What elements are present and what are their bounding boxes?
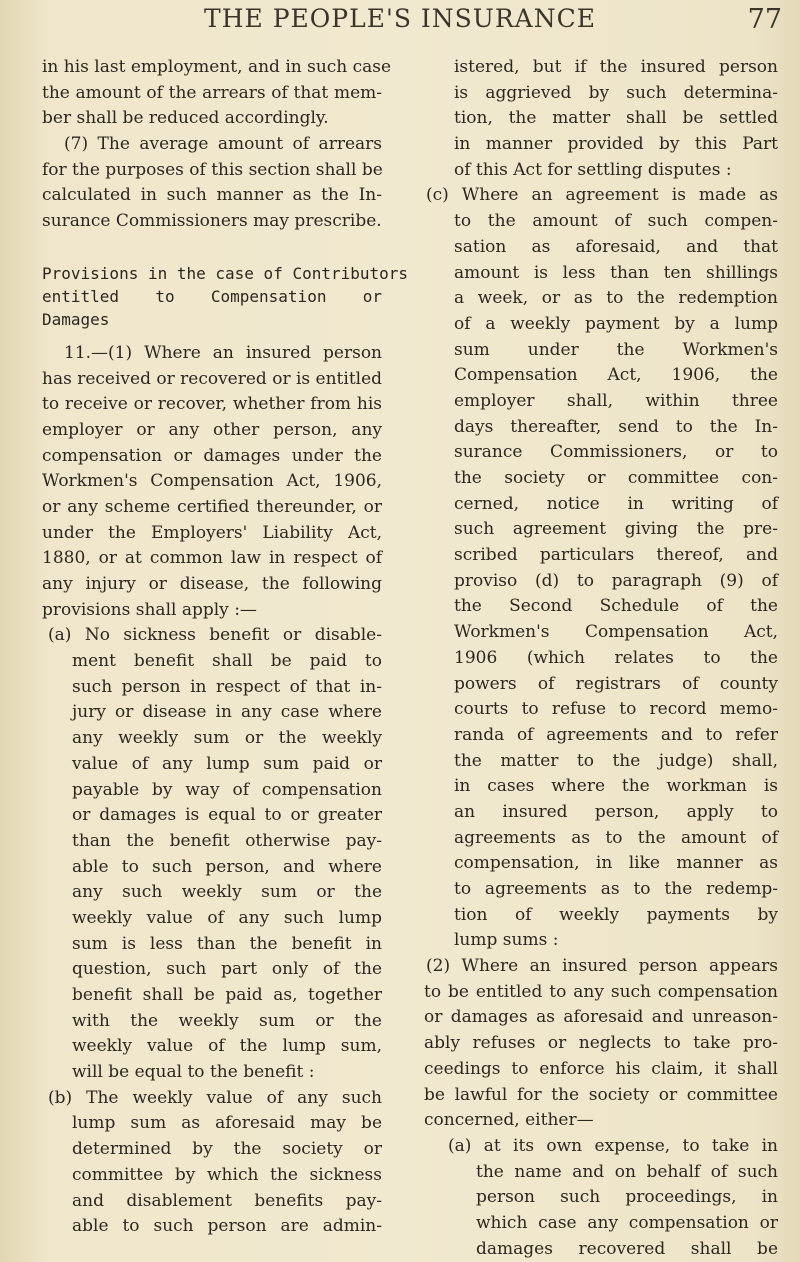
text-line: of a weekly payment by a lump [454, 313, 778, 334]
text-line: and disablement benefits pay- [72, 1190, 382, 1211]
text-line: lump sums : [454, 930, 559, 951]
text-line: an insured person, apply to [454, 801, 778, 822]
text-line: damages recovered shall be [476, 1238, 778, 1259]
text-line: 1906 (which relates to the [454, 647, 778, 668]
clause-a [42, 623, 382, 1085]
text-line: able to such person are admin- [72, 1216, 382, 1237]
text-line: courts to refuse to record memo- [454, 699, 778, 720]
text-line: lump sum as aforesaid may be [72, 1113, 382, 1134]
text-line: has received or recovered or is entitled [42, 368, 383, 389]
clause-2a [424, 1134, 778, 1262]
text-line: ment benefit shall be paid to [72, 651, 382, 672]
text-line: is aggrieved by such determina- [454, 82, 778, 103]
text-line: determined by the society or [72, 1139, 382, 1160]
clause-b-continued [424, 55, 778, 183]
text-line: sation as aforesaid, and that [454, 236, 778, 257]
text-line: to be entitled to any such compensation [424, 981, 778, 1002]
right-column [424, 55, 778, 1262]
heading-line: Damages [42, 309, 110, 329]
spacer [42, 235, 382, 260]
clause-first-line: (a) at its own expense, to take in [448, 1135, 778, 1156]
text-line: tion of weekly payments by [454, 904, 778, 925]
text-line: the amount of the arrears of that mem- [42, 82, 382, 103]
text-line: to agreements as to the redemp- [454, 879, 778, 899]
text-line: cerned, notice in writing of [454, 493, 778, 514]
text-line: with the weekly sum or the [72, 1010, 382, 1031]
text-line: the Second Schedule of the [454, 596, 778, 617]
text-line: ceedings to enforce his claim, it shall [424, 1058, 778, 1079]
text-line: employer shall, within three [454, 390, 778, 411]
text-line: or damages is equal to or greater [72, 805, 382, 826]
text-line: to the amount of such compen- [454, 211, 778, 232]
text-line: scribed particulars thereof, and [454, 545, 778, 566]
text-line: any such weekly sum or the [72, 882, 382, 903]
text-line: ber shall be reduced accordingly. [42, 108, 329, 129]
text-line: calculated in such manner as the In- [42, 185, 382, 206]
text-line: days thereafter, send to the In- [454, 416, 778, 437]
text-line: committee by which the sickness [72, 1164, 382, 1185]
text-line: or damages as aforesaid and unreason- [424, 1007, 778, 1028]
text-line: any injury or disease, the following [42, 574, 382, 594]
text-line: the name and on behalf of such [476, 1161, 778, 1182]
text-line: under the Employers' Liability Act, [42, 522, 382, 543]
text-line: question, such part only of the [72, 959, 382, 980]
text-line: for the purposes of this section shall be [42, 159, 383, 180]
text-line: the matter to the judge) shall, [454, 750, 778, 771]
text-line: such agreement giving the pre- [454, 519, 778, 540]
text-line: of this Act for settling disputes : [454, 159, 732, 180]
text-line: sum under the Workmen's [454, 339, 778, 360]
running-title: THE PEOPLE'S INSURANCE [204, 4, 596, 33]
text-line: any weekly sum or the weekly [72, 728, 382, 749]
section-11-intro [42, 341, 382, 624]
text-line: 1880, or at common law in respect of [42, 548, 382, 569]
text-line: weekly value of any such lump [72, 907, 382, 928]
text-line: istered, but if the insured person [454, 57, 778, 77]
text-line: (7) The average amount of arrears [64, 134, 382, 155]
text-line: or any scheme certified thereunder, or [42, 496, 382, 517]
clause-c [424, 183, 778, 954]
text-line: such person in respect of that in- [72, 676, 382, 697]
text-line: ably refuses or neglects to take pro- [424, 1033, 778, 1054]
text-line: able to such person, and where [72, 856, 382, 877]
text-line: in his last employment, and in such case [42, 57, 392, 77]
text-line: in cases where the workman is [454, 776, 778, 797]
text-line: sum is less than the benefit in [72, 933, 382, 954]
text-line: benefit shall be paid as, together [72, 985, 382, 1005]
text-line: 11.—(1) Where an insured person [64, 342, 382, 363]
text-line: a week, or as to the redemption [454, 288, 778, 309]
text-line: surance Commissioners, or to [454, 442, 778, 463]
text-line: Workmen's Compensation Act, [454, 622, 778, 643]
text-line: compensation, in like manner as [454, 853, 778, 874]
subsection-2 [424, 954, 778, 1134]
text-line: provisions shall apply :— [42, 599, 257, 620]
left-column [42, 55, 409, 1240]
section-heading [42, 262, 409, 331]
text-line: employer or any other person, any [42, 419, 382, 440]
paragraph-7 [42, 132, 382, 235]
paragraph-arrears-continued [42, 55, 392, 132]
text-line: be lawful for the society or committee [424, 1084, 778, 1105]
text-line: surance Commissioners may prescribe. [42, 211, 382, 232]
text-line: agreements as to the amount of [454, 827, 778, 848]
text-line: value of any lump sum paid or [72, 753, 382, 774]
text-line: powers of registrars of county [454, 673, 778, 694]
heading-line: entitled to Compensation or [42, 286, 382, 306]
clause-first-line: (c) Where an agreement is made as [426, 185, 778, 206]
text-line: compensation or damages under the [42, 445, 382, 466]
heading-line: Provisions in the case of Contributors [42, 263, 409, 283]
text-line: weekly value of the lump sum, [72, 1036, 382, 1057]
text-line: than the benefit otherwise pay- [72, 830, 382, 851]
text-line: person such proceedings, in [476, 1187, 778, 1208]
text-line: the society or committee con- [454, 468, 778, 488]
clause-first-line: (a) No sickness benefit or disable- [48, 625, 382, 646]
text-line: randa of agreements and to refer [454, 724, 778, 745]
clause-first-line: (b) The weekly value of any such [48, 1087, 382, 1108]
text-line: will be equal to the benefit : [72, 1062, 315, 1083]
text-line: (2) Where an insured person appears [426, 956, 778, 977]
text-line: tion, the matter shall be settled [454, 108, 778, 129]
text-line: jury or disease in any case where [72, 702, 382, 723]
clause-b [42, 1086, 382, 1240]
text-line: proviso (d) to paragraph (9) of [454, 570, 778, 591]
text-line: in manner provided by this Part [454, 134, 778, 155]
page-number: 77 [747, 4, 782, 35]
text-line: Workmen's Compensation Act, 1906, [42, 471, 382, 492]
text-line: Compensation Act, 1906, the [454, 365, 778, 386]
text-line: concerned, either— [424, 1110, 594, 1131]
text-line: which case any compensation or [476, 1212, 778, 1233]
text-line: payable by way of compensation [72, 779, 382, 800]
text-line: to receive or recover, whether from his [42, 394, 382, 415]
text-line: amount is less than ten shillings [454, 262, 778, 283]
